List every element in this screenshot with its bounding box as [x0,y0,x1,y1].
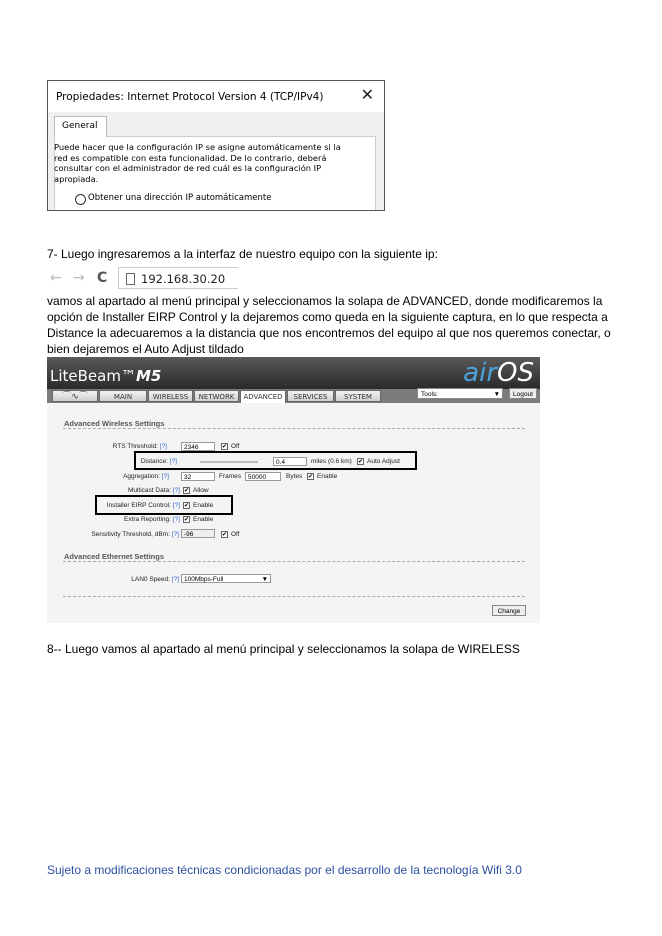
step-8-text: 8-- Luego vamos al apartado al menú principal y seleccionamos la solapa de WIRELESS [47,642,520,656]
section-advanced-ethernet: Advanced Ethernet Settings [64,552,165,561]
divider [63,561,525,562]
divider [63,428,525,429]
rts-label: RTS Threshold: [?] [112,443,167,450]
sensitivity-label: Sensitivity Threshold, dBm: [?] [91,531,179,538]
sensitivity-off-checkbox[interactable]: ✔ [222,532,228,538]
tab-services[interactable]: SERVICES [287,390,334,402]
tab-general[interactable]: General [54,116,107,137]
logout-button[interactable]: Logout [509,388,537,399]
aggregation-enable-checkbox[interactable]: ✔ [308,474,314,480]
section-advanced-wireless: Advanced Wireless Settings [64,419,165,428]
auto-adjust-checkbox[interactable]: ✔ [358,459,364,465]
frames-label: Frames [219,473,242,480]
step-7-text: 7- Luego ingresaremos a la interfaz de nuestro equipo con la siguiente ip: [47,247,438,261]
tab-wireless[interactable]: WIRELESS [148,390,193,402]
close-icon[interactable]: ✕ [360,85,374,104]
distance-unit: miles (0.6 km) [311,458,352,465]
distance-input[interactable]: 0.4 [273,457,307,466]
page-icon [126,273,135,285]
radio-auto-ip[interactable] [75,194,86,205]
auto-adjust-label: Auto Adjust [367,458,400,465]
eirp-label: Installer EIRP Control: [?] [106,502,180,509]
extra-reporting-checkbox[interactable]: ✔ [184,517,190,523]
bytes-label: Bytes [286,473,303,480]
rts-off-label: Off [231,443,240,450]
aggregation-bytes-input[interactable]: 50000 [245,472,281,481]
aggregation-frames-input[interactable]: 32 [181,472,215,481]
lan0-speed-label: LAN0 Speed: [?] [131,576,179,583]
tab-system[interactable]: SYSTEM [335,390,381,402]
aggregation-label: Aggregation: [?] [123,473,169,480]
reload-icon[interactable]: C [97,270,108,286]
distance-label: Distance: [?] [140,458,177,465]
advanced-instructions: vamos al apartado al menú principal y seleccionamos la solapa de ADVANCED, donde modificaremos la opción de Installer EIRP Control y la dejaremos como queda en la siguiente captura, en lo que respecta a Distance la adecuaremos a la distancia que nos encontremos del equipo al que nos queremos conectar, o bien dejaremos el Auto Adjust tildado [47,294,611,356]
tab-network[interactable]: NETWORK [194,390,239,402]
tab-ubiquiti-logo[interactable]: ⌒∿⌒ [52,390,98,402]
eirp-enable-checkbox[interactable]: ✔ [184,503,190,509]
aggregation-enable-label: Enable [317,473,338,480]
forward-arrow-icon[interactable]: → [73,270,85,286]
lan0-speed-select[interactable]: 100Mbps-Full ▼ [181,574,271,583]
radio-auto-ip-label: Obtener una dirección IP automáticamente [88,193,272,203]
multicast-label: Multicast Data: [?] [127,487,180,494]
dialog-title: Propiedades: Internet Protocol Version 4 (TCP/IPv4) [56,91,324,103]
multicast-allow-label: Allow [193,487,209,494]
sensitivity-input[interactable]: -96 [181,529,215,538]
airos-header [47,357,540,389]
litebeam-logo: LiteBeam™M5 [50,367,162,385]
ipv4-properties-dialog [47,80,385,211]
eirp-enable-label: Enable [193,502,214,509]
airos-logo: airOS [463,358,534,388]
rts-input[interactable]: 2346 [181,442,215,451]
multicast-allow-checkbox[interactable]: ✔ [184,488,190,494]
eirp-highlight-box [95,495,233,515]
airos-advanced-screenshot [47,357,540,623]
url-text: 192.168.30.20 [141,272,226,286]
tools-select[interactable]: Tools: ▼ [417,388,503,399]
back-arrow-icon[interactable]: ← [50,270,62,286]
sensitivity-off-label: Off [231,531,240,538]
distance-highlight-box [134,451,417,470]
change-button[interactable]: Change [492,605,526,616]
url-input[interactable] [118,267,238,289]
extra-reporting-enable-label: Enable [193,516,214,523]
dialog-description: Puede hacer que la configuración IP se asigne automáticamente si la red es compatible con esta funcionalidad. De lo contrario, deberá consultar con el administrador de red cuál es la configuración IP apropiada. [54,142,341,184]
tab-advanced[interactable]: ADVANCED [240,390,286,403]
browser-address-bar [47,265,237,291]
footer-disclaimer: Sujeto a modificaciones técnicas condicionadas por el desarrollo de la tecnología Wifi 3.0 [47,863,522,877]
divider [63,596,525,597]
extra-reporting-label: Extra Reporting: [?] [123,516,180,523]
rts-off-checkbox[interactable]: ✔ [222,444,228,450]
tab-main[interactable]: MAIN [99,390,147,402]
